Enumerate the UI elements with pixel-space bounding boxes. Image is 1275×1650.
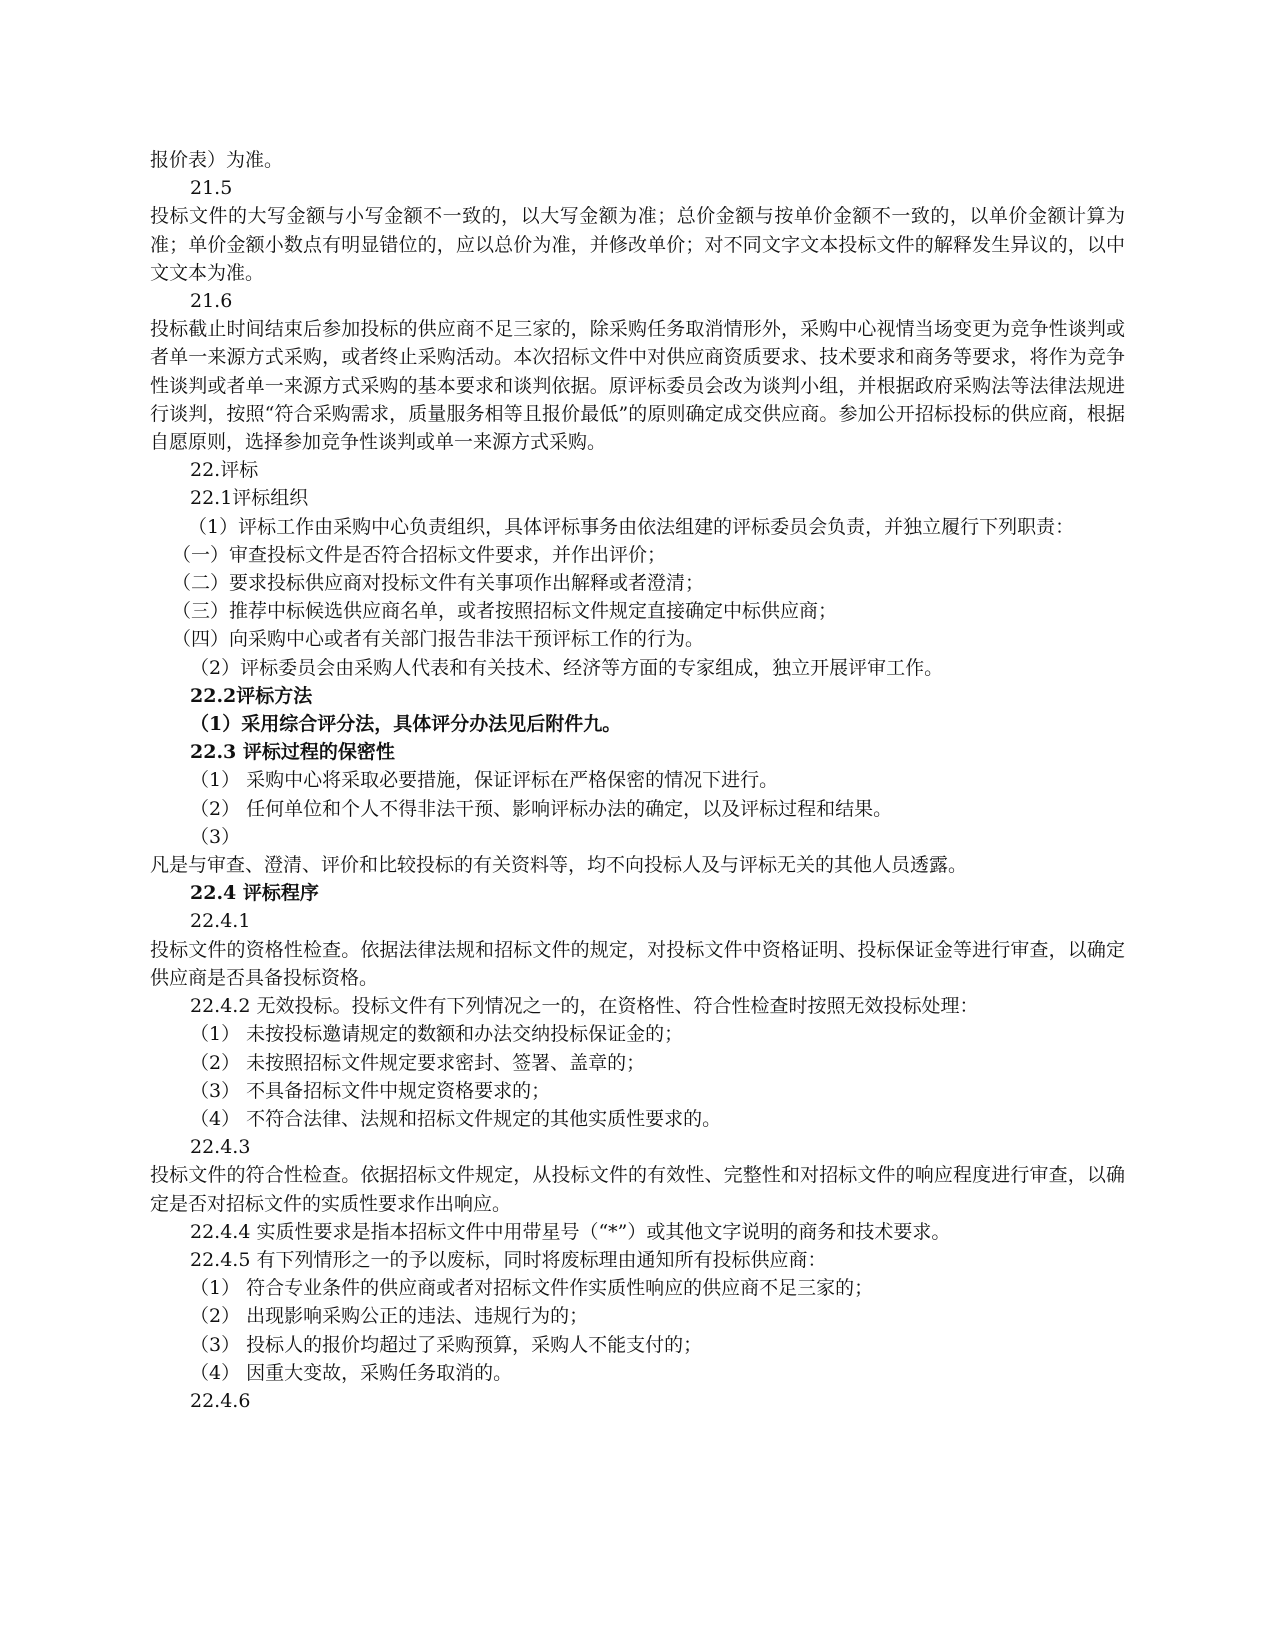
paragraph: 22.4.5 有下列情形之一的予以废标，同时将废标理由通知所有投标供应商：	[190, 1248, 827, 1271]
clause-number: 21.5	[190, 177, 233, 200]
paragraph: （1）采用综合评分法，具体评分办法见后附件九。	[190, 713, 622, 736]
paragraph: 22.4.4 实质性要求是指本招标文件中用带星号（“*”）或其他文字说明的商务和技术要求。	[190, 1220, 951, 1243]
paragraph: （1）评标工作由采购中心负责组织，具体评标事务由依法组建的评标委员会负责，并独立履行下列职责：	[188, 515, 1075, 538]
clause-number: 22.4.3	[190, 1136, 251, 1159]
clause-number: 21.6	[190, 290, 233, 313]
subsection-heading: 22.3 评标过程的保密性	[190, 741, 395, 764]
paragraph: 投标文件的大写金额与小写金额不一致的，以大写金额为准；总价金额与按单价金额不一致的，以单价金额计算为准；单价金额小数点有明显错位的，应以总价为准，并修改单价；对不同文字文本投标文件的解释发生异议的，以中文文本为准。	[150, 205, 1125, 284]
list-item: （2） 出现影响采购公正的违法、违规行为的；	[190, 1305, 589, 1328]
list-item: （一）审查投标文件是否符合招标文件要求，并作出评价；	[172, 543, 667, 566]
paragraph: 投标截止时间结束后参加投标的供应商不足三家的，除采购任务取消情形外，采购中心视情当场变更为竞争性谈判或者单一来源方式采购，或者终止采购活动。本次招标文件中对供应商资质要求、技术要求和商务等要求，将作为竞争性谈判或者单一来源方式采购的基本要求和谈判依据。原评标委员会改为谈判小组，并根据政府采购法等法律法规进行谈判，按照“符合采购需求，质量服务相等且报价最低”的原则确定成交供应商。参加公开招标投标的供应商，根据自愿原则，选择参加竞争性谈判或单一来源方式采购。	[150, 318, 1125, 454]
list-item: （四）向采购中心或者有关部门报告非法干预评标工作的行为。	[172, 628, 705, 651]
list-item: （1） 未按投标邀请规定的数额和办法交纳投标保证金的；	[190, 1023, 684, 1046]
clause-number: 22.4.6	[190, 1389, 251, 1412]
list-item: （三）推荐中标候选供应商名单，或者按照招标文件规定直接确定中标供应商；	[172, 600, 838, 623]
paragraph: 凡是与审查、澄清、评价和比较投标的有关资料等，均不向投标人及与评标无关的其他人员透露。	[150, 854, 968, 877]
paragraph: 投标文件的资格性检查。依据法律法规和招标文件的规定，对投标文件中资格证明、投标保证金等进行审查，以确定供应商是否具备投标资格。	[150, 938, 1125, 989]
text-line: 报价表）为准。	[150, 149, 284, 171]
subsection-heading: 22.2评标方法	[190, 684, 313, 707]
subsection-heading: 22.1评标组织	[190, 487, 309, 510]
list-item: （4） 不符合法律、法规和招标文件规定的其他实质性要求的。	[190, 1107, 722, 1130]
paragraph: （2）评标委员会由采购人代表和有关技术、经济等方面的专家组成，独立开展评审工作。	[190, 656, 944, 679]
clause-number: 22.4.1	[190, 910, 251, 933]
paragraph: 投标文件的符合性检查。依据招标文件规定，从投标文件的有效性、完整性和对招标文件的响应程度进行审查，以确定是否对招标文件的实质性要求作出响应。	[150, 1164, 1125, 1215]
list-item: （3）	[190, 825, 241, 848]
paragraph: 22.4.2 无效投标。投标文件有下列情况之一的，在资格性、符合性检查时按照无效投标处理：	[190, 995, 979, 1018]
list-item: （3） 投标人的报价均超过了采购预算，采购人不能支付的；	[190, 1333, 703, 1356]
list-item: （2） 任何单位和个人不得非法干预、影响评标办法的确定，以及评标过程和结果。	[190, 797, 893, 820]
list-item: （3） 不具备招标文件中规定资格要求的；	[190, 1079, 551, 1102]
section-heading: 22.评标	[190, 459, 259, 482]
list-item: （1） 采购中心将采取必要措施，保证评标在严格保密的情况下进行。	[190, 769, 779, 792]
subsection-heading: 22.4 评标程序	[190, 882, 319, 905]
list-item: （二）要求投标供应商对投标文件有关事项作出解释或者澄清；	[172, 572, 705, 595]
list-item: （1） 符合专业条件的供应商或者对招标文件作实质性响应的供应商不足三家的；	[190, 1277, 874, 1300]
list-item: （2） 未按照招标文件规定要求密封、签署、盖章的；	[190, 1051, 646, 1074]
list-item: （4） 因重大变故，采购任务取消的。	[190, 1361, 513, 1384]
